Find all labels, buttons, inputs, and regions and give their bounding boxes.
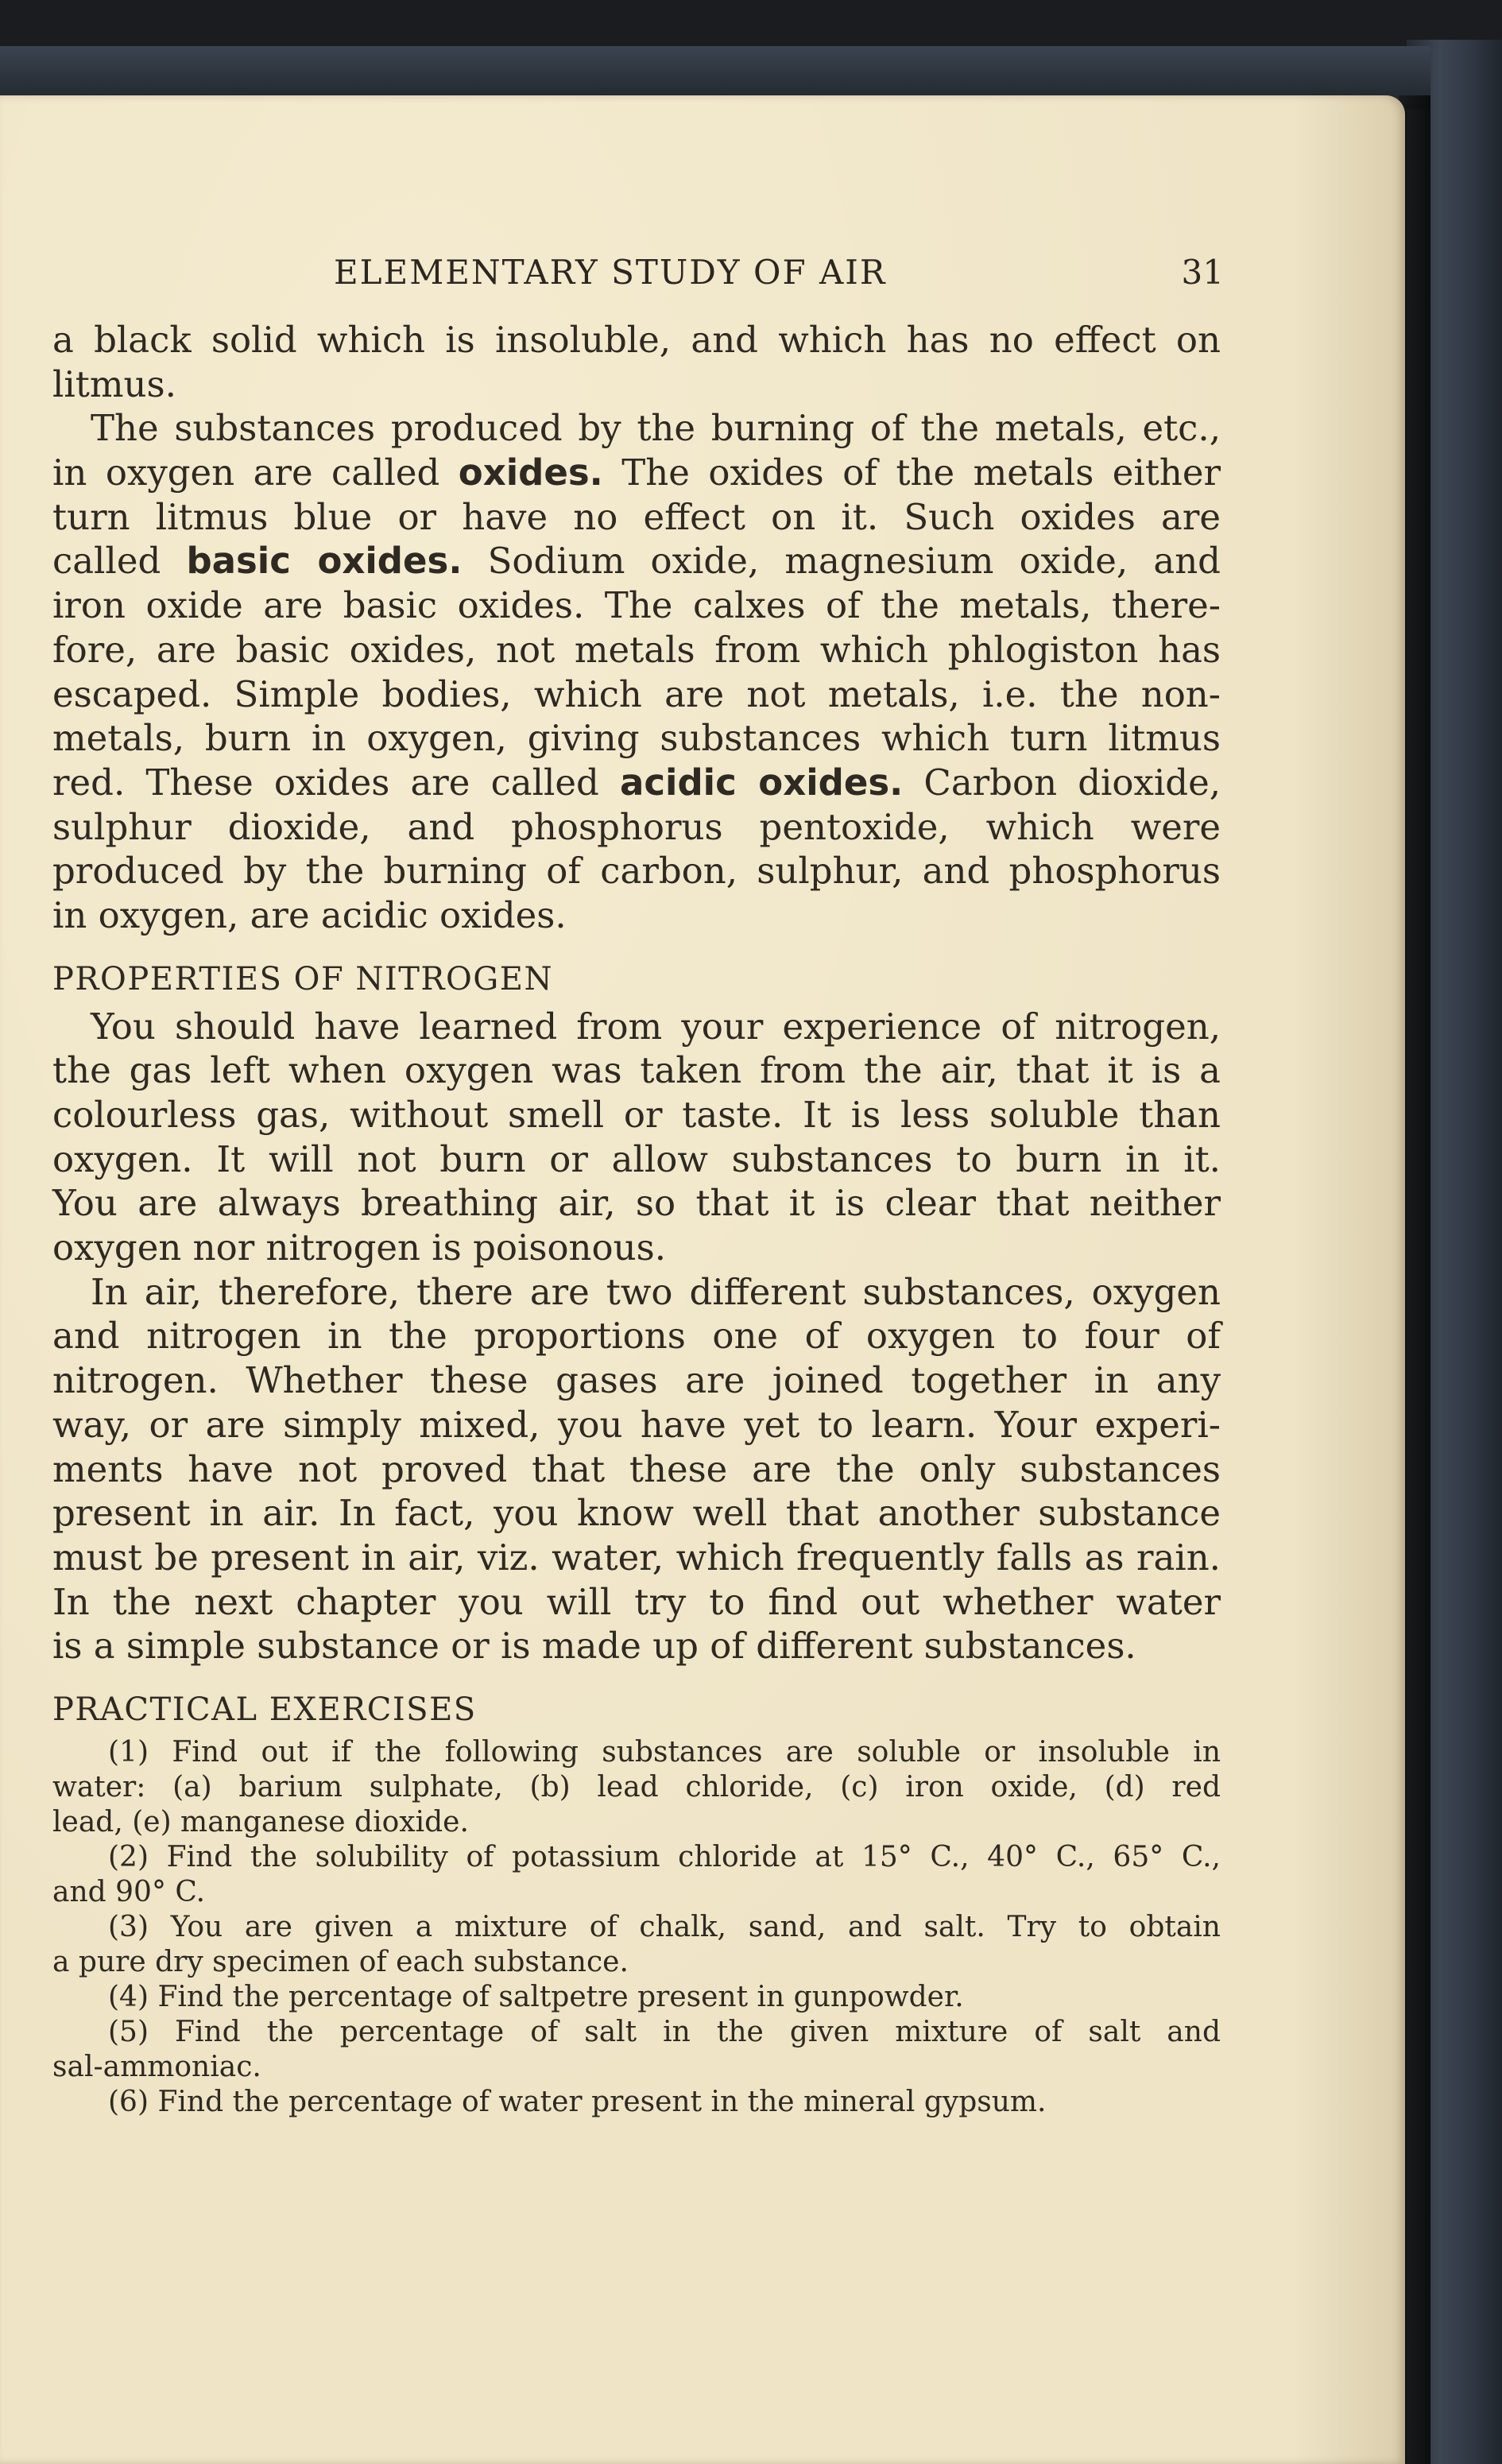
exercise-item [52, 1980, 1221, 2015]
text-run: red. These oxides are called [52, 761, 620, 804]
body-line: metals, burn in oxygen, giving substances which turn litmus [52, 717, 1221, 760]
body-line: produced by the burning of carbon, sulphur, and phosphorus [52, 850, 1221, 893]
exercise-line: (1) Find out if the following substances are soluble or insoluble in [108, 1735, 1221, 1769]
exercise-item [52, 2015, 1221, 2085]
running-head [334, 253, 1224, 293]
term-oxides: oxides. [458, 451, 603, 494]
text-run: called [52, 540, 187, 583]
term-basic-oxides: basic oxides. [186, 540, 463, 583]
body-line: a black solid which is insoluble, and which has no effect on [52, 319, 1221, 361]
body-line: litmus. [52, 362, 176, 405]
body-line: The substances produced by the burning of the metals, etc., [91, 407, 1221, 450]
body-line: present in air. In fact, you know well that another substance [52, 1492, 1221, 1535]
exercise-item [52, 1910, 1221, 1980]
exercise-line: and 90° C. [52, 1875, 206, 1908]
exercise-line: water: (a) barium sulphate, (b) lead chloride, (c) iron oxide, (d) red [52, 1770, 1221, 1803]
section-heading-nitrogen: PROPERTIES OF NITROGEN [52, 960, 553, 998]
body-line: way, or are simply mixed, you have yet to learn. Your experi- [52, 1403, 1221, 1446]
exercise-line: sal-ammoniac. [52, 2050, 261, 2083]
exercise-line: (4) Find the percentage of saltpetre present in gunpowder. [108, 1980, 964, 2013]
body-line: In air, therefore, there are two different substances, oxygen [91, 1270, 1221, 1313]
body-line [52, 761, 1221, 805]
exercise-line: (2) Find the solubility of potassium chloride at 15° C., 40° C., 65° C., [108, 1840, 1221, 1873]
exercise-item [52, 1840, 1221, 1910]
page-text [52, 318, 1221, 2120]
body-line [52, 539, 1221, 583]
body-line: must be present in air, viz. water, which frequently falls as rain. [52, 1536, 1221, 1579]
text-run: in oxygen are called [52, 451, 459, 494]
body-line: sulphur dioxide, and phosphorus pentoxide, which were [52, 805, 1221, 848]
text-run: The oxides of the metals either [602, 451, 1221, 494]
body-line: In the next chapter you will try to find out whether water [52, 1580, 1221, 1623]
body-line: in oxygen, are acidic oxides. [52, 893, 567, 936]
body-line: iron oxide are basic oxides. The calxes of the metals, there- [52, 584, 1221, 627]
term-acidic-oxides: acidic oxides. [619, 761, 904, 804]
body-line: is a simple substance or is made up of different substances. [52, 1625, 1136, 1668]
exercise-line: lead, (e) manganese dioxide. [52, 1805, 469, 1838]
body-line: turn litmus blue or have no effect on it. Such oxides are [52, 495, 1221, 538]
body-line: You are always breathing air, so that it is clear that neither [52, 1182, 1221, 1225]
body-line: escaped. Simple bodies, which are not metals, i.e. the non- [52, 672, 1221, 715]
body-line: oxygen nor nitrogen is poisonous. [52, 1226, 667, 1269]
exercise-item [52, 2085, 1221, 2120]
body-line: the gas left when oxygen was taken from the air, that it is a [52, 1049, 1221, 1092]
running-title: ELEMENTARY STUDY OF AIR [334, 253, 887, 292]
body-line: You should have learned from your experience of nitrogen, [91, 1005, 1221, 1048]
body-line: ments have not proved that these are the only substances [52, 1447, 1221, 1490]
body-line: nitrogen. Whether these gases are joined together in any [52, 1359, 1221, 1402]
text-run: Carbon dioxide, [903, 761, 1221, 804]
exercise-line: (5) Find the percentage of salt in the given mixture of salt and [108, 2015, 1221, 2048]
body-line: oxygen. It will not burn or allow substances to burn in it. [52, 1137, 1221, 1180]
body-line: and nitrogen in the proportions one of oxygen to four of [52, 1315, 1221, 1358]
section-heading-exercises: PRACTICAL EXERCISES [52, 1691, 477, 1728]
exercise-line: a pure dry specimen of each substance. [52, 1945, 629, 1978]
exercise-line: (6) Find the percentage of water present in the mineral gypsum. [108, 2085, 1047, 2118]
exercise-line: (3) You are given a mixture of chalk, sand, and salt. Try to obtain [108, 1910, 1221, 1943]
body-line [52, 451, 1221, 495]
body-line: fore, are basic oxides, not metals from which phlogiston has [52, 628, 1221, 671]
body-line: colourless gas, without smell or taste. It is less soluble than [52, 1094, 1221, 1136]
page-number: 31 [1181, 253, 1224, 292]
exercise-item [52, 1735, 1221, 1840]
text-run: Sodium oxide, magnesium oxide, and [462, 540, 1221, 583]
